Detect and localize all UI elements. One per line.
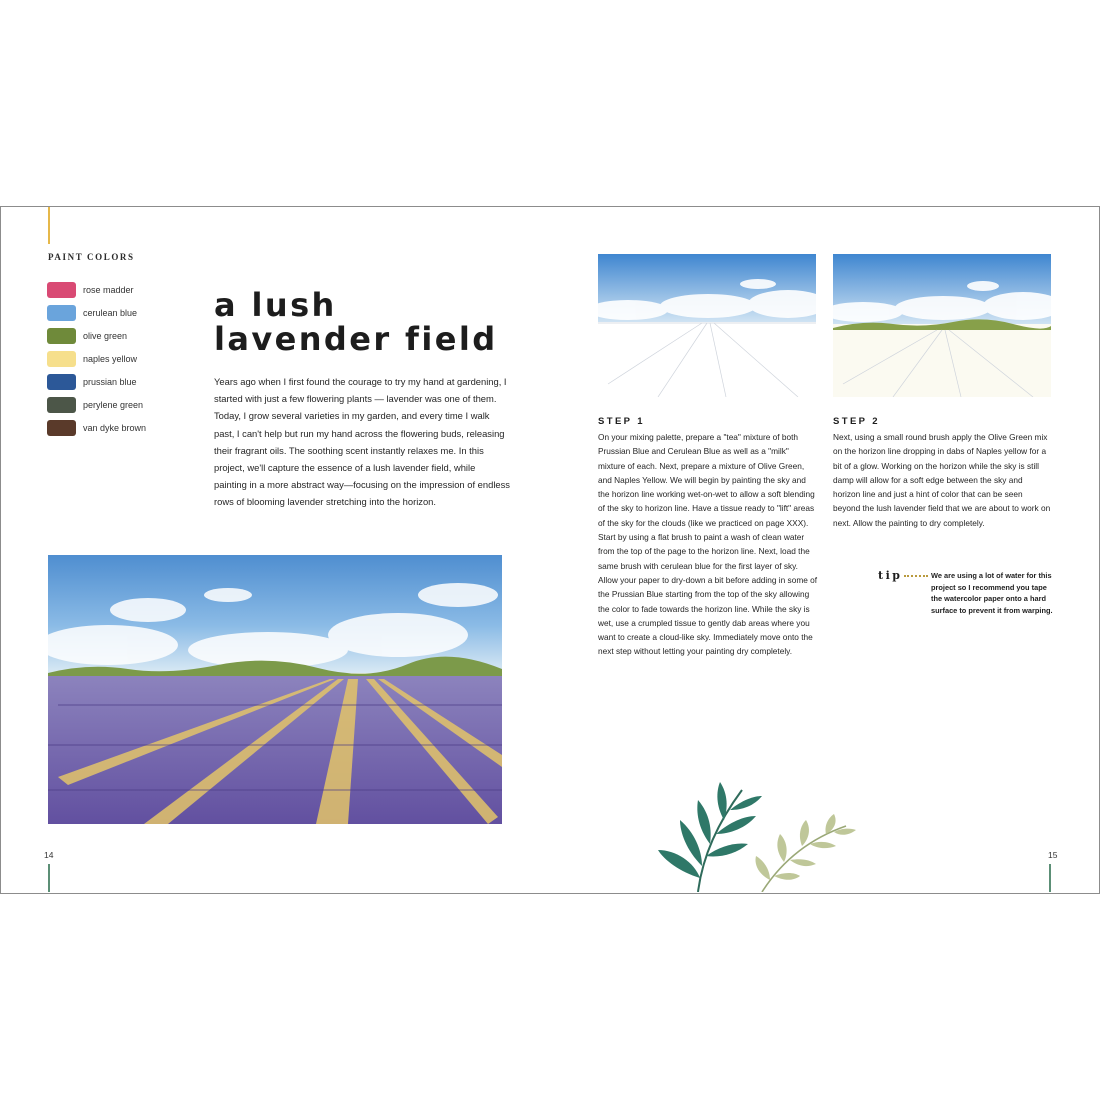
paint-swatch-list xyxy=(47,278,146,439)
page-accent-bar-right xyxy=(1049,864,1051,892)
swatch-label: prussian blue xyxy=(83,376,137,387)
color-chip xyxy=(47,420,76,436)
color-chip xyxy=(47,374,76,390)
page-title xyxy=(214,288,498,356)
swatch-naples-yellow xyxy=(47,347,146,370)
leaf-illustration xyxy=(650,780,860,892)
paint-colors-heading: PAINT COLORS xyxy=(48,252,135,262)
swatch-label: van dyke brown xyxy=(83,422,147,433)
swatch-rose-madder xyxy=(47,278,146,301)
step-2-heading: STEP 2 xyxy=(833,416,880,427)
color-chip xyxy=(47,351,76,367)
page-number-left: 14 xyxy=(44,850,54,860)
color-chip xyxy=(47,397,76,413)
step-2-body: Next, using a small round brush apply the Olive Green mix on the horizon line dropping in dabs of Naples yellow for a bit of a glow. Working on the horizon while the sky is still damp will allow for a soft edge between the sky and horizon line and just a hint of color that can be seen beyond the lush lavender field that we are about to work on next. Allow the painting to dry completely. xyxy=(833,432,1051,528)
intro-paragraph: Years ago when I first found the courage to try my hand at gardening, I started with just a few flowering plants — lavender was one of them. Today, I grow several varieties in my garden, and every time I walk past, I can't help but run my hand across the flowering buds, releasing their fragrant oils. The soothing scent instantly relaxes me. In this project, we'll capture the essence of a lush lavender field, while painting in a more abstract way—focusing on the impression of endless rows of blooming lavender stretching into the horizon. xyxy=(214,376,510,508)
step-1-body: On your mixing palette, prepare a "tea" mixture of both Prussian Blue and Cerulean Blue as well as a "milk" mixture of each. Next, prepare a mixture of Olive Green, and Naples Yellow. We will begin by painting the sky and the horizon line working wet-on-wet to allow a soft blending of the sky to horizon line. Have a tissue ready to "lift" areas of the sky for the clouds (like we practiced on page XXX). Start by using a flat brush to paint a wash of clean water from the top of the page to the horizon line. Next, load the same brush with cerulean blue for the first layer of sky. Allow your paper to dry-down a bit before adding in some of the Prussian Blue starting from the top of the sky allowing the color to fade towards the horizon line. While the sky is wet, use a crumpled tissue to gently dab areas where you want to create a cloud-like sky. Immediately move onto the next step without letting your painting dry completely. xyxy=(598,432,818,657)
tip-label: tip xyxy=(878,569,903,582)
page-accent-bar-left xyxy=(48,864,50,892)
page-accent-bar xyxy=(48,207,50,244)
title-line-1: a lush xyxy=(214,286,337,324)
lavender-field-painting xyxy=(48,555,502,824)
step-1-heading: STEP 1 xyxy=(598,416,645,427)
swatch-label: rose madder xyxy=(83,284,134,295)
swatch-label: olive green xyxy=(83,330,128,341)
color-chip xyxy=(47,305,76,321)
color-chip xyxy=(47,328,76,344)
page-number-right: 15 xyxy=(1048,850,1058,860)
swatch-perylene-green xyxy=(47,393,146,416)
teal-branch xyxy=(658,782,762,892)
step-2-painting xyxy=(833,254,1051,397)
tip-dotted-leader xyxy=(904,575,928,577)
swatch-prussian-blue xyxy=(47,370,146,393)
swatch-olive-green xyxy=(47,324,146,347)
swatch-cerulean-blue xyxy=(47,301,146,324)
sage-branch xyxy=(756,814,856,892)
tip-text: We are using a lot of water for this project so I recommend you tape the watercolor paper onto a hard surface to prevent it from warping. xyxy=(931,571,1053,615)
swatch-label: naples yellow xyxy=(83,353,138,364)
step-1-painting xyxy=(598,254,816,397)
title-line-2: lavender field xyxy=(214,320,498,358)
swatch-label: perylene green xyxy=(83,399,144,410)
swatch-van-dyke-brown xyxy=(47,416,146,439)
color-chip xyxy=(47,282,76,298)
swatch-label: cerulean blue xyxy=(83,307,138,318)
